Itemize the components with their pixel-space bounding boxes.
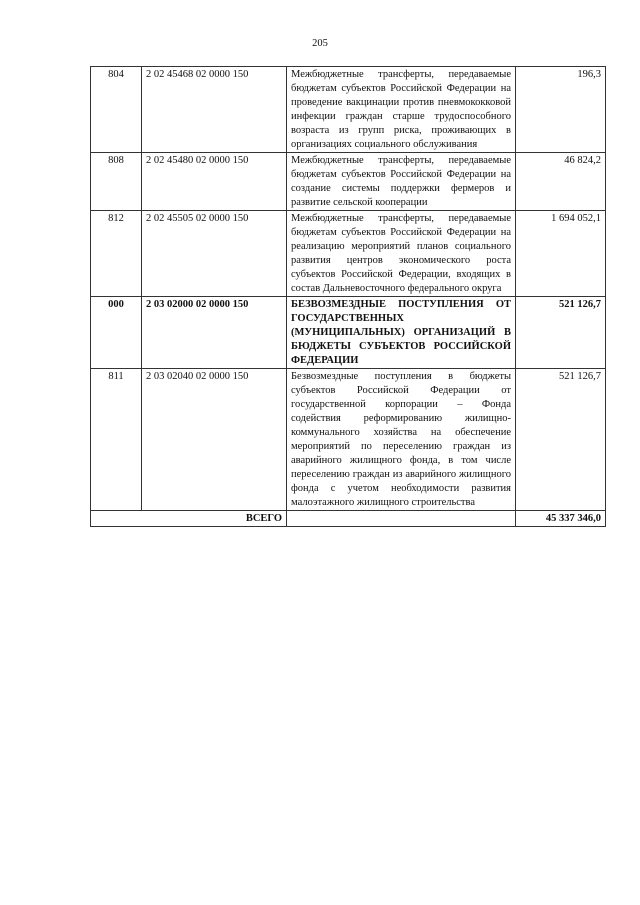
table-row [91, 67, 606, 153]
revenue-name-text: БЕЗВОЗМЕЗДНЫЕ ПОСТУПЛЕНИЯ ОТ ГОСУДАРСТВЕННЫХ (МУНИЦИПАЛЬНЫХ) ОРГАНИЗАЦИЙ В БЮДЖЕТЫ СУБЪЕКТОВ РОССИЙСКОЙ ФЕДЕРАЦИИ [291, 299, 511, 366]
total-label: ВСЕГО [91, 511, 287, 527]
table-row-section-header [91, 297, 606, 369]
total-row [91, 511, 606, 527]
table-row [91, 211, 606, 297]
page-number: 205 [312, 38, 328, 49]
total-empty-cell [287, 511, 516, 527]
budget-revenue-table [90, 66, 606, 527]
kbk-code-cell: 2 03 02000 02 0000 150 [142, 297, 287, 369]
admin-code-cell: 804 [91, 67, 142, 153]
admin-code-cell: 811 [91, 369, 142, 511]
amount-cell: 46 824,2 [516, 153, 606, 211]
table-row [91, 153, 606, 211]
revenue-name-cell [287, 153, 516, 211]
admin-code-cell: 808 [91, 153, 142, 211]
revenue-name-cell [287, 297, 516, 369]
amount-cell: 1 694 052,1 [516, 211, 606, 297]
table-row [91, 369, 606, 511]
amount-cell: 521 126,7 [516, 297, 606, 369]
admin-code-cell: 812 [91, 211, 142, 297]
total-amount: 45 337 346,0 [516, 511, 606, 527]
kbk-code-cell: 2 03 02040 02 0000 150 [142, 369, 287, 511]
revenue-name-text: Безвозмездные поступления в бюджеты субъектов Российской Федерации от государственной корпорации – Фонда содействия реформированию жилищно-коммунального хозяйства на обеспечение мероприятий по переселению граждан из аварийного жилищного фонда, в том числе переселению граждан из аварийного жилищного фонда с учетом необходимости развития малоэтажного жилищного строительства [291, 371, 511, 508]
revenue-name-cell [287, 67, 516, 153]
kbk-code-cell: 2 02 45468 02 0000 150 [142, 67, 287, 153]
kbk-code-cell: 2 02 45505 02 0000 150 [142, 211, 287, 297]
revenue-name-cell [287, 211, 516, 297]
amount-cell: 521 126,7 [516, 369, 606, 511]
revenue-name-cell [287, 369, 516, 511]
revenue-name-text: Межбюджетные трансферты, передаваемые бюджетам субъектов Российской Федерации на проведение вакцинации против пневмококковой инфекции граждан старше трудоспособного возраста из групп риска, проживающих в организациях социального обслуживания [291, 69, 511, 150]
revenue-name-text: Межбюджетные трансферты, передаваемые бюджетам субъектов Российской Федерации на реализацию мероприятий планов социального развития центров экономического роста субъектов Российской Федерации, входящих в состав Дальневосточного федерального округа [291, 213, 511, 294]
admin-code-cell: 000 [91, 297, 142, 369]
amount-cell: 196,3 [516, 67, 606, 153]
revenue-name-text: Межбюджетные трансферты, передаваемые бюджетам субъектов Российской Федерации на создание системы поддержки фермеров и развитие сельской кооперации [291, 155, 511, 208]
kbk-code-cell: 2 02 45480 02 0000 150 [142, 153, 287, 211]
